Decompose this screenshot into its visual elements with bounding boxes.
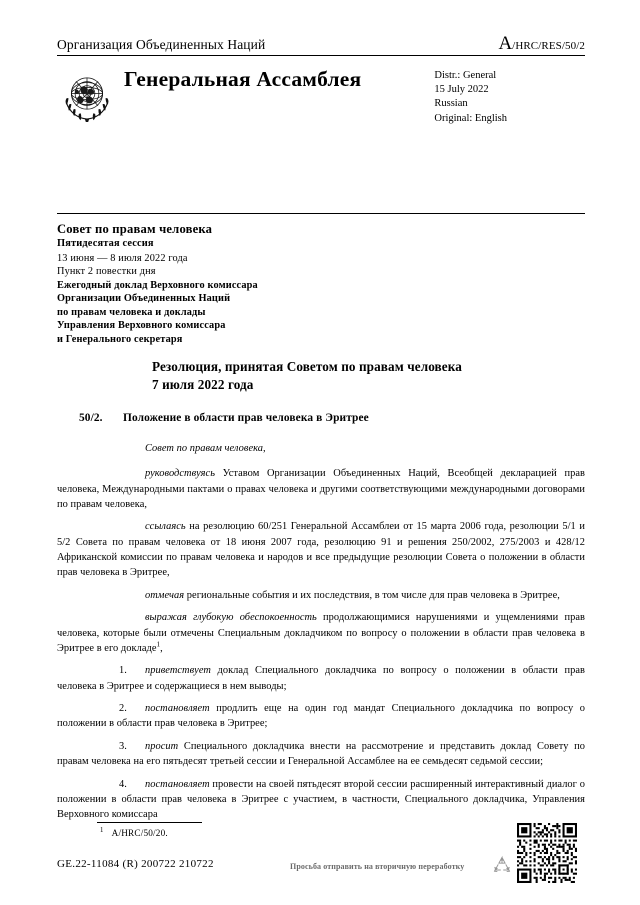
operative-paragraph-4: [57, 777, 585, 823]
operative-text-1: доклад Специального докладчика по вопросу о положении в области прав человека в Эритрее и содержащиеся в нем выводы;: [57, 665, 585, 692]
resolution-body: [57, 441, 585, 830]
recycle-note: Просьба отправить на вторичную переработку: [290, 862, 465, 871]
preamble-lead-1: руководствуясь: [145, 468, 215, 480]
session-label: Пятидесятая сессия: [57, 238, 154, 249]
preamble-lead-2: ссылаясь: [145, 521, 186, 533]
resolution-title-row: [79, 412, 585, 424]
agenda-title-line-1: Ежегодный доклад Верховного комиссара: [57, 279, 258, 291]
preamble-paragraph-2: [57, 519, 585, 580]
organ-title: Генеральная Ассамблея: [124, 67, 362, 91]
section-divider: [57, 213, 585, 214]
preamble-text-4: продолжающимися нарушениями и ущемлениями прав человека, которые были отмечены Специальным докладчиком по вопросу о положении в области прав человека в Эритрее в его докладе: [57, 612, 585, 654]
distribution-block: [434, 69, 585, 126]
footer-document-code: GE.22-11084 (R) 200722 210722: [57, 858, 214, 870]
footnote-marker-inline: 1: [156, 640, 161, 649]
operative-number-2: 2.: [119, 703, 127, 715]
operative-lead-3: просит: [145, 740, 179, 752]
operative-paragraph-2: [57, 701, 585, 732]
un-emblem-icon: [58, 68, 116, 126]
preamble-lead-4: выражая глубокую обеспокоенность: [145, 612, 317, 624]
resolution-heading: [152, 358, 462, 393]
agenda-title-line-2: Организации Объединенных Наций: [57, 293, 231, 304]
agenda-title-line-4: Управления Верховного комиссара: [57, 320, 226, 331]
distribution-date: 15 July 2022: [434, 84, 489, 96]
preamble-paragraph-4: [57, 610, 585, 656]
qr-code-icon: [517, 823, 577, 883]
preamble-text-2: на резолюцию 60/251 Генеральной Ассамблеи от 15 марта 2006 года, резолюции 5/1 и 5/2 Совета по правам человека от 18 июня 2007 года, резолюцию 91 и решения 250/2002, 275/2003 и 428/12 Африканской комиссии по правам человека и народов и все предыдущие резолюции Совета о положении в области прав человека в Эритрее,: [57, 521, 585, 579]
agenda-item: Пункт 2 повестки дня: [57, 266, 156, 277]
recycle-icon: [492, 855, 512, 875]
footnote-text: A/HRC/50/20.: [111, 828, 168, 838]
footnote-separator: [97, 822, 202, 823]
preamble-text-3: региональные события и их последствия, в том числе для прав человека в Эритрее,: [184, 589, 560, 601]
operative-number-3: 3.: [119, 740, 127, 752]
resolution-heading-line1: Резолюция, принятая Советом по правам человека: [152, 359, 462, 374]
organ-clause-text: Совет по правам человека,: [145, 443, 266, 454]
operative-lead-1: приветствует: [145, 665, 211, 677]
masthead-body: [57, 56, 585, 126]
preamble-paragraph-1: [57, 466, 585, 512]
operative-text-2: продлить еще на один год мандат Специального докладчика по вопросу о положении в области прав человека в Эритрее;: [57, 703, 585, 730]
agenda-title-line-3: по правам человека и доклады: [57, 306, 206, 318]
organization-name: Организация Объединенных Наций: [57, 37, 266, 52]
preamble-tail-4: ,: [160, 642, 163, 654]
footnote: [100, 828, 168, 838]
distribution-type: Distr.: General: [434, 70, 497, 81]
operative-number-4: 4.: [119, 778, 127, 790]
preamble-lead-3: отмечая: [145, 589, 185, 601]
operative-paragraph-3: [57, 739, 585, 770]
masthead-top-line: [57, 34, 585, 55]
agenda-title-line-5: и Генерального секретаря: [57, 333, 183, 345]
distribution-language: Russian: [434, 98, 468, 110]
document-symbol-prefix: A: [498, 33, 513, 54]
operative-lead-4: постановляет: [145, 778, 210, 790]
resolution-title: Положение в области прав человека в Эритрее: [123, 412, 369, 424]
operative-lead-2: постановляет: [145, 703, 210, 715]
operative-number-1: 1.: [119, 665, 127, 677]
operative-paragraph-1: [57, 663, 585, 694]
organ-clause: [57, 441, 585, 456]
operative-text-3: Специального докладчика внести на рассмотрение и представить доклад Совету по правам человека на его пятьдесят третьей сессии и Генеральной Ассамблее на ее семьдесят седьмой сессии;: [57, 740, 585, 768]
preamble-paragraph-3: [57, 588, 585, 603]
operative-text-4: провести на своей пятьдесят второй сессии расширенный интерактивный диалог о положении в области прав человека в Эритрее с участием, в частности, Специального докладчика, Управления Верховного комиссара: [57, 778, 585, 821]
resolution-heading-line2: 7 июля 2022 года: [152, 376, 254, 392]
preamble-text-1: Уставом Организации Объединенных Наций, Всеобщей декларацией прав человека, Международными пактами о правах человека и другими соответствующими международными договорами по правам человека,: [57, 468, 585, 510]
council-name: Совет по правам человека: [57, 222, 213, 236]
distribution-original: Original: English: [434, 112, 507, 124]
document-symbol: [498, 34, 585, 53]
committee-block: [57, 221, 457, 346]
footnote-marker: 1: [100, 826, 104, 834]
document-symbol-rest: /HRC/RES/50/2: [512, 40, 585, 52]
resolution-number: 50/2.: [79, 412, 103, 424]
session-dates: 13 июня — 8 июля 2022 года: [57, 252, 188, 264]
masthead: [57, 34, 585, 126]
